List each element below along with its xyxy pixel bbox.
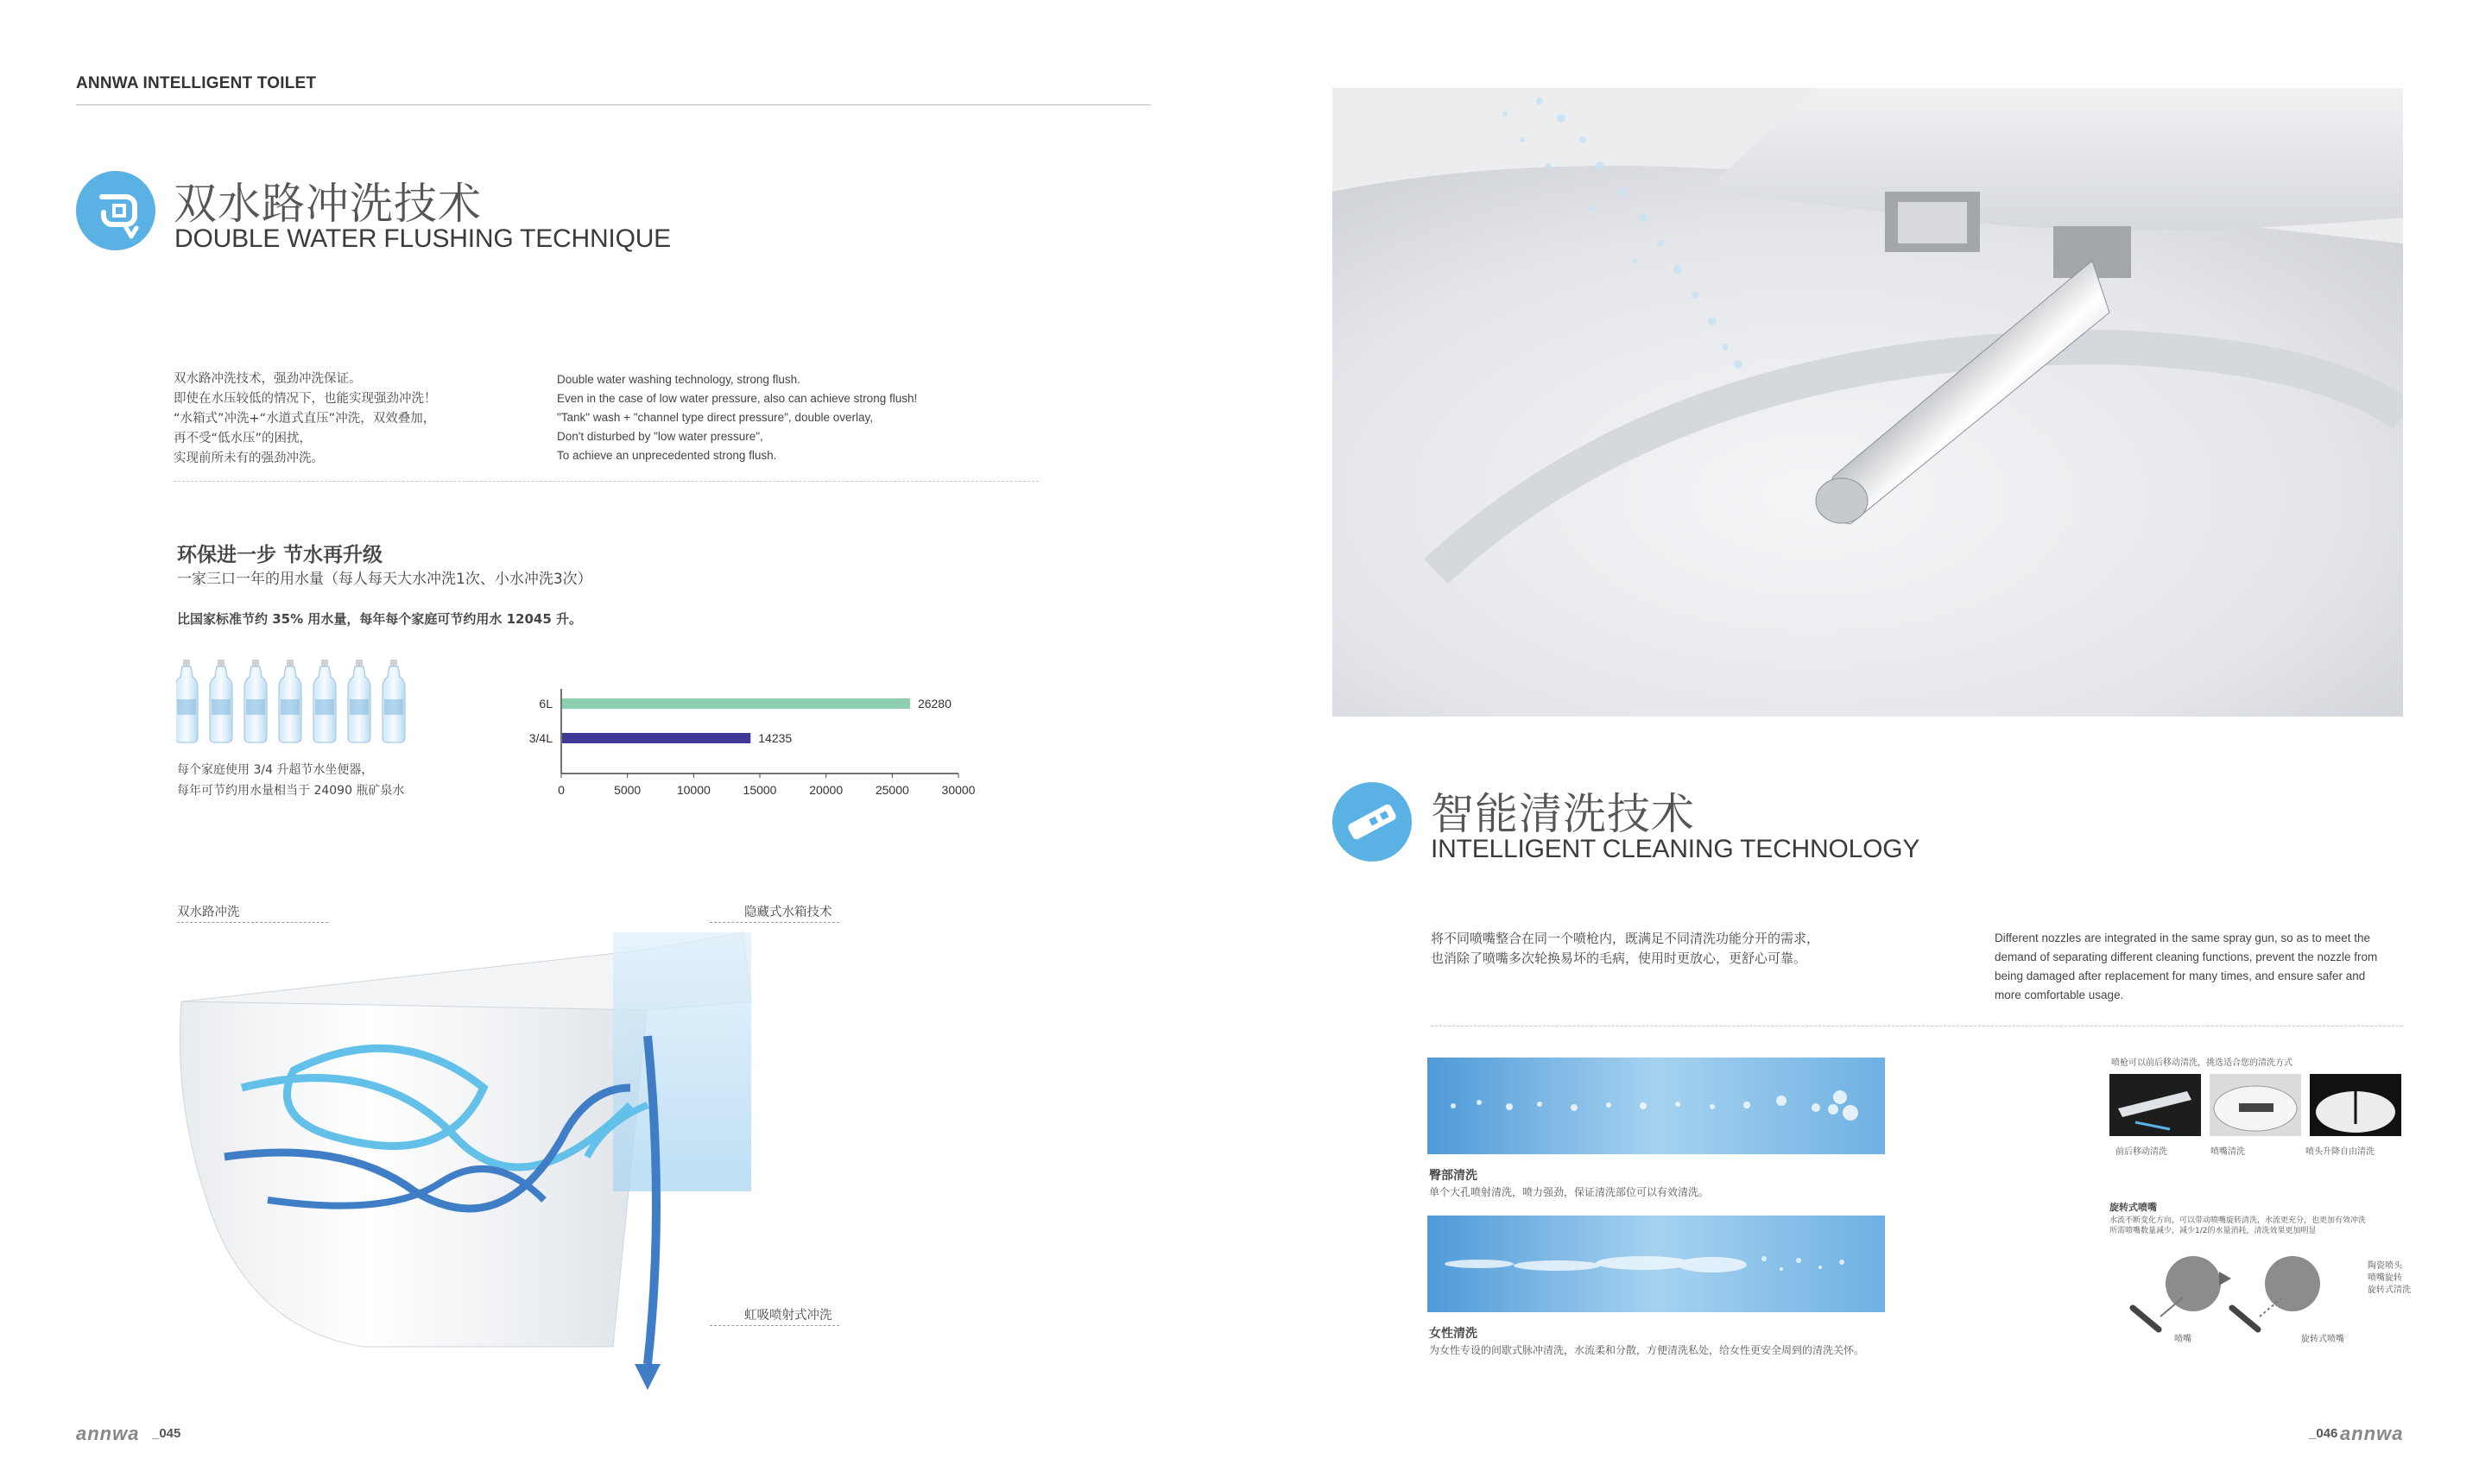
callout-double-path: 双水路冲洗 [177, 906, 240, 919]
nozzle-section-icon [1332, 782, 1412, 862]
nozzle-intro-cn: 将不同喷嘴整合在同一个喷枪内，既满足不同清洗功能分开的需求， 也消除了喷嘴多次轮换易坏的毛病，使用时更放心，更舒心可靠。 [1431, 931, 1820, 966]
intro-cn: 双水路冲洗技术，强劲冲洗保证。 即使在水压较低的情况下，也能实现强劲冲洗！ “水箱式”冲洗+“水道式直压”冲洗，双效叠加， 再不受“低水压”的困扰， 实现前所未有的强劲冲洗。 [174, 372, 437, 465]
water-bottle-icon [176, 660, 198, 742]
data-label: 14235 [758, 731, 793, 745]
bottle-note: 每个家庭使用 3/4 升超节水坐便器， 每年可节约用水量相当于 24090 瓶矿泉水 [177, 763, 405, 798]
x-tick-label: 25000 [875, 783, 909, 797]
callout-line-1 [177, 922, 328, 923]
x-tick-label: 15000 [743, 783, 777, 797]
category-label: 6L [539, 697, 553, 710]
nozzle-cap-1: 前后移动清洗 [2115, 1147, 2167, 1157]
nozzle-intro-en: Different nozzles are integrated in the same spray gun, so as to meet the demand of separating different cleaning functions, prevent the nozzle from being damaged after replacement for many times, and ensure safer and more comfortable usage. [1995, 931, 2378, 1001]
callout-hidden-tank: 隐藏式水箱技术 [744, 906, 832, 919]
x-tick-label: 5000 [614, 783, 642, 797]
right-title-cn: 智能清洗技术 [1431, 789, 1695, 839]
footer-brand-left: annwa [76, 1423, 140, 1444]
rear-wash-spray-image [1427, 1058, 1885, 1154]
feminine-wash-text: 为女性专设的间歇式脉冲清洗，水流柔和分散，方便清洗私处，给女性更安全周到的清洗关怀。 [1429, 1344, 1865, 1356]
divider-1 [174, 481, 1039, 482]
x-tick-label: 10000 [676, 783, 711, 797]
eco-subline: 一家三口一年的用水量（每人每天大水冲洗1次、小水冲洗3次） [177, 571, 592, 588]
feminine-wash-spray-image [1427, 1216, 1885, 1312]
toilet-cutaway-illustration [164, 898, 768, 1407]
rear-wash-title: 臀部清洗 [1429, 1169, 1477, 1183]
page-number-right: _046 [2309, 1426, 2338, 1441]
nozzle-thumbnails [2109, 1074, 2403, 1138]
nozzle-cap-3: 喷头升降自由清洗 [2305, 1147, 2375, 1157]
saving-note: 比国家标准节约 35% 用水量，每年每个家庭可节约用水 12045 升。 [177, 611, 582, 627]
rotate-labels: 陶瓷喷头 喷嘴旋转 旋转式清洗 [2368, 1261, 2411, 1295]
nozzle-move-heading: 喷枪可以前后移动清洗，挑选适合您的清洗方式 [2111, 1058, 2292, 1068]
callout-line-3 [710, 1325, 839, 1326]
rear-wash-text: 单个大孔喷射清洗，喷力强劲，保证清洗部位可以有效清洗。 [1429, 1186, 1710, 1198]
x-tick-label: 0 [558, 783, 565, 797]
rotate-nozzle-title: 旋转式喷嘴 [2109, 1202, 2157, 1213]
rotate-nozzle-diagram [2124, 1247, 2340, 1342]
data-label: 26280 [917, 697, 952, 710]
running-header: ANNWA INTELLIGENT TOILET [76, 74, 317, 92]
right-title-en: INTELLIGENT CLEANING TECHNOLOGY [1431, 835, 1920, 863]
bar-6L [562, 698, 910, 709]
eco-subhead: 环保进一步 节水再升级 [177, 544, 383, 566]
water-usage-chart [501, 680, 1019, 810]
page-number-left: _045 [152, 1426, 181, 1441]
callout-line-2 [710, 922, 839, 923]
x-tick-label: 20000 [809, 783, 844, 797]
nozzle-cap-2: 喷嘴清洗 [2210, 1147, 2245, 1157]
rotate-label-rotating: 旋转式喷嘴 [2301, 1335, 2344, 1344]
intro-en: Double water washing technology, strong flush. Even in the case of low water pressure, also can achieve strong flush! "Tank" wash + "channel type direct pressure", double overlay, Don't disturbed by "low water pressure", To achieve an unprecedented strong flush. [557, 373, 918, 462]
x-tick-label: 30000 [941, 783, 976, 797]
header-rule [76, 104, 1151, 105]
left-title-cn: 双水路冲洗技术 [174, 179, 482, 229]
footer-brand-right: annwa [2340, 1423, 2404, 1444]
rotate-nozzle-text: 水流不断变化方向，可以带动喷嘴旋转清洗，水流更充分，也更加有效冲洗 所需喷嘴数量减少，减少1/2的水量消耗，清洗效果更加明显 [2109, 1216, 2367, 1235]
feminine-wash-title: 女性清洗 [1429, 1327, 1477, 1341]
flush-section-icon [76, 171, 155, 250]
bar-3-4L [562, 733, 750, 743]
nozzle-photo [1332, 88, 2403, 717]
rotate-label-nozzle: 喷嘴 [2174, 1335, 2191, 1344]
bottle-row [176, 660, 420, 746]
left-title-en: DOUBLE WATER FLUSHING TECHNIQUE [174, 224, 671, 253]
callout-siphon: 虹吸喷射式冲洗 [744, 1309, 832, 1323]
category-label: 3/4L [528, 731, 553, 745]
